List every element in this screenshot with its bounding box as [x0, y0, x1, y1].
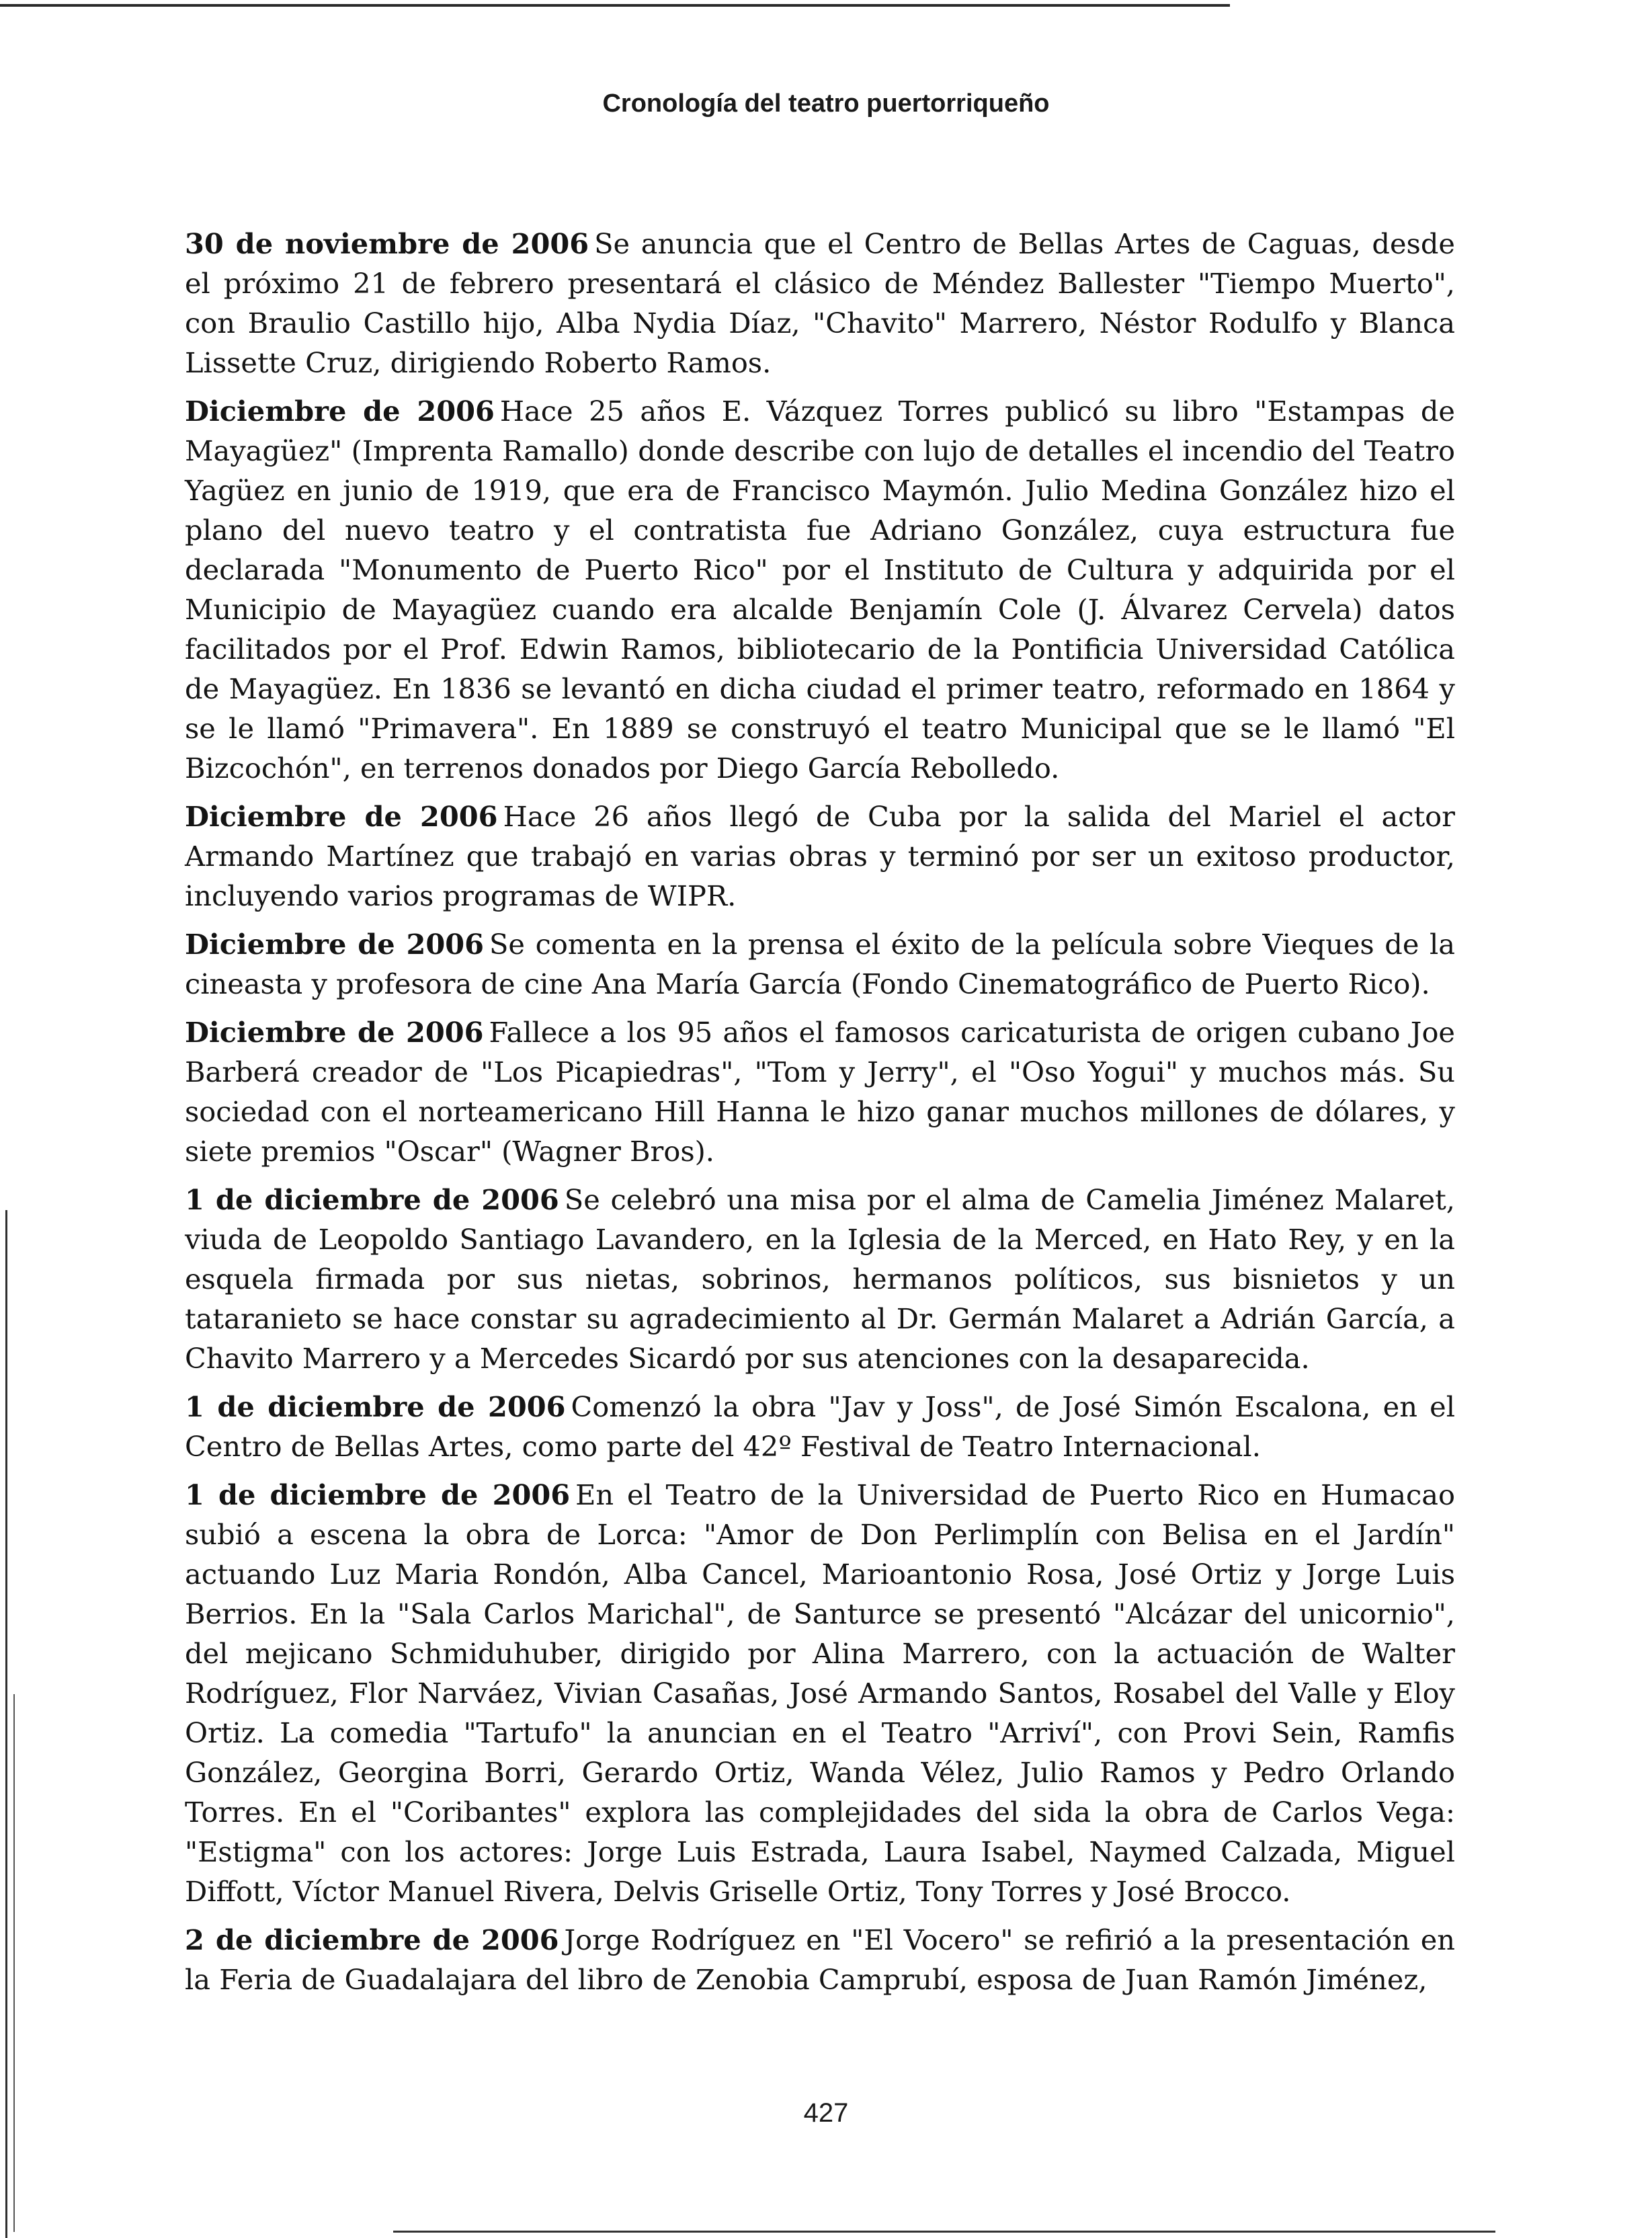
entry-date: Diciembre de 2006	[185, 1016, 484, 1049]
chronology-entry	[185, 1475, 1455, 1911]
entry-date: 30 de noviembre de 2006	[185, 227, 589, 260]
page-number: 427	[803, 2098, 849, 2128]
bottom-border-line	[393, 2231, 1495, 2233]
top-border-line	[0, 4, 1230, 7]
chronology-entry	[185, 1012, 1455, 1171]
left-border-line	[5, 1210, 7, 2238]
entry-text: Se anuncia que el Centro de Bellas Artes de Caguas, desde el próximo 21 de febrero presentará el clásico de Méndez Ballester "Tiempo Muerto", con Braulio Castillo hijo, Alba Nydia Díaz, "Chavito" Marrero, Néstor Rodulfo y Blanca Lissette Cruz, dirigiendo Roberto Ramos.	[185, 227, 1455, 379]
entry-date: 1 de diciembre de 2006	[185, 1478, 571, 1511]
entry-date: Diciembre de 2006	[185, 395, 495, 428]
entry-date: 2 de diciembre de 2006	[185, 1923, 559, 1956]
entry-text: Fallece a los 95 años el famosos caricaturista de origen cubano Joe Barberá creador de "Los Picapiedras", "Tom y Jerry", el "Oso Yogui" y muchos más. Su sociedad con el norteamericano Hill Hanna le hizo ganar muchos millones de dólares, y siete premios "Oscar" (Wagner Bros).	[185, 1016, 1455, 1168]
chronology-entry	[185, 224, 1455, 383]
entry-text: Se celebró una misa por el alma de Camelia Jiménez Malaret, viuda de Leopoldo Santiago Lavandero, en la Iglesia de la Merced, en Hato Rey, y en la esquela firmada por sus nietas, sobrinos, hermanos políticos, sus bisnietos y un tataranieto se hace constar su agradecimiento al Dr. Germán Malaret a Adrián García, a Chavito Marrero y a Mercedes Sicardó por sus atenciones con la desaparecida.	[185, 1183, 1455, 1375]
left-border-line-inner	[13, 1694, 15, 2232]
entry-text: Jorge Rodríguez en "El Vocero" se refirió a la presentación en la Feria de Guadalajara del libro de Zenobia Camprubí, esposa de Juan Ramón Jiménez,	[185, 1923, 1456, 1996]
chronology-entry	[185, 1180, 1455, 1378]
entry-text: Se comenta en la prensa el éxito de la película sobre Vieques de la cineasta y profesora de cine Ana María García (Fondo Cinematográfico de Puerto Rico).	[185, 928, 1455, 1000]
entry-date: 1 de diciembre de 2006	[185, 1183, 559, 1216]
entry-date: Diciembre de 2006	[185, 928, 484, 961]
entry-text: Comenzó la obra "Jav y Joss", de José Simón Escalona, en el Centro de Bellas Artes, como parte del 42º Festival de Teatro Internacional.	[185, 1390, 1455, 1463]
chronology-entry	[185, 391, 1455, 788]
page-body	[185, 224, 1455, 2008]
chronology-entry	[185, 797, 1455, 916]
chronology-entry	[185, 1387, 1455, 1466]
entry-text: En el Teatro de la Universidad de Puerto Rico en Humacao subió a escena la obra de Lorca: "Amor de Don Perlimplín con Belisa en el Jardín" actuando Luz Maria Rondón, Alba Cancel, Marioantonio Rosa, José Ortiz y Jorge Luis Berrios. En la "Sala Carlos Marichal", de Santurce se presentó "Alcázar del unicornio", del mejicano Schmiduhuber, dirigido por Alina Marrero, con la actuación de Walter Rodríguez, Flor Narváez, Vivian Casañas, José Armando Santos, Rosabel del Valle y Eloy Ortiz. La comedia "Tartufo" la anuncian en el Teatro "Arriví", con Provi Sein, Ramfis González, Georgina Borri, Gerardo Ortiz, Wanda Vélez, Julio Ramos y Pedro Orlando Torres. En el "Coribantes" explora las complejidades del sida la obra de Carlos Vega: "Estigma" con los actores: Jorge Luis Estrada, Laura Isabel, Naymed Calzada, Miguel Diffott, Víctor Manuel Rivera, Delvis Griselle Ortiz, Tony Torres y José Brocco.	[185, 1478, 1455, 1908]
entry-text: Hace 26 años llegó de Cuba por la salida del Mariel el actor Armando Martínez que trabajó en varias obras y terminó por ser un exitoso productor, incluyendo varios programas de WIPR.	[185, 800, 1455, 912]
entry-date: Diciembre de 2006	[185, 800, 498, 833]
chronology-entry	[185, 1920, 1455, 1999]
chronology-entry	[185, 924, 1455, 1004]
entry-date: 1 de diciembre de 2006	[185, 1390, 566, 1423]
running-header: Cronología del teatro puertorriqueño	[602, 89, 1050, 118]
entry-text: Hace 25 años E. Vázquez Torres publicó su libro "Estampas de Mayagüez" (Imprenta Ramallo) donde describe con lujo de detalles el incendio del Teatro Yagüez en junio de 1919, que era de Francisco Maymón. Julio Medina González hizo el plano del nuevo teatro y el contratista fue Adriano González, cuya estructura fue declarada "Monumento de Puerto Rico" por el Instituto de Cultura y adquirida por el Municipio de Mayagüez cuando era alcalde Benjamín Cole (J. Álvarez Cervela) datos facilitados por el Prof. Edwin Ramos, bibliotecario de la Pontificia Universidad Católica de Mayagüez. En 1836 se levantó en dicha ciudad el primer teatro, reformado en 1864 y se le llamó "Primavera". En 1889 se construyó el teatro Municipal que se le llamó "El Bizcochón", en terrenos donados por Diego García Rebolledo.	[185, 395, 1455, 785]
